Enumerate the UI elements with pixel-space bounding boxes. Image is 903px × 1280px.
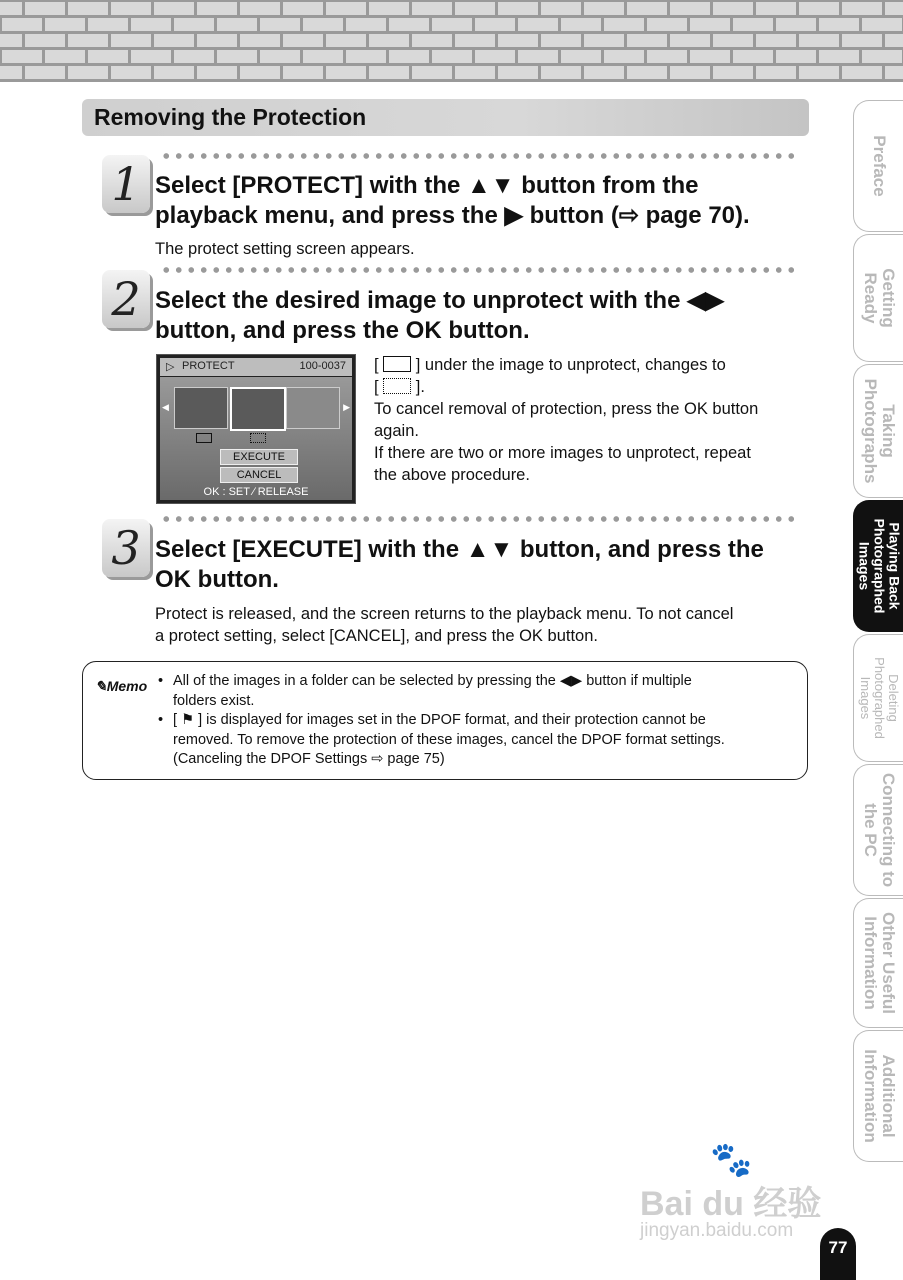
side-tab-taking-photographs[interactable]: Taking Photographs [853, 364, 903, 498]
step-number-1: 1 [102, 155, 150, 213]
left-arrow-icon: ◀ [162, 402, 169, 412]
dpof-icon: ⚑ [181, 712, 195, 728]
unprotect-key-icon [383, 378, 411, 394]
step-number-2: 2 [102, 270, 150, 328]
dotted-divider [160, 152, 800, 160]
step-3-heading: Select [EXECUTE] with the ▲▼ button, and press the OK button. [155, 536, 764, 593]
side-tab-preface[interactable]: Preface [853, 100, 903, 232]
right-arrow-icon: ▶ [343, 402, 350, 412]
protect-key-icon [383, 356, 411, 372]
memo-item: • All of the images in a folder can be selected by pressing the ◀▶ button if multiple folders exist. [158, 672, 798, 711]
side-tab-playing-back[interactable]: Playing Back Photographed Images [853, 500, 903, 632]
step-number-3: 3 [102, 519, 150, 577]
screen-title: PROTECT [182, 360, 235, 372]
side-tab-deleting[interactable]: Deleting Photographed Images [853, 634, 903, 762]
brick-header-decoration [0, 0, 903, 82]
screen-footer: OK : SET ∕ RELEASE [203, 486, 309, 498]
camera-protect-screen [156, 354, 356, 504]
screen-counter: 100-0037 [299, 360, 346, 372]
page-number: 77 [820, 1228, 856, 1280]
watermark [640, 1140, 850, 1245]
step-1-heading: Select [PROTECT] with the ▲▼ button from the playback menu, and press the ▶ button (⇨ page 70). [155, 172, 750, 229]
watermark-url: jingyan.baidu.com [640, 1220, 794, 1241]
step-1-body: The protect setting screen appears. [155, 240, 415, 258]
memo-item: • [ ⚑ ] is displayed for images set in the DPOF format, and their protection cannot be removed. To remove the protection of these images, cancel the DPOF format settings. (Canceling the DPOF Settings ⇨ page 75) [158, 711, 798, 770]
dotted-divider [160, 266, 800, 274]
side-tab-additional[interactable]: Additional Information [853, 1030, 903, 1162]
image-thumbnail [286, 387, 340, 429]
image-thumbnail [174, 387, 228, 429]
side-tab-getting-ready[interactable]: Getting Ready [853, 234, 903, 362]
side-tab-connecting[interactable]: Connecting to the PC [853, 764, 903, 896]
section-title: Removing the Protection [94, 104, 367, 130]
memo-box [82, 661, 808, 780]
execute-option: EXECUTE [220, 449, 298, 465]
step-2-heading: Select the desired image to unprotect with the ◀▶ button, and press the OK button. [155, 287, 725, 344]
cancel-option: CANCEL [220, 467, 298, 483]
unprotect-key-icon [250, 433, 266, 443]
dotted-divider [160, 515, 800, 523]
screen-body [160, 377, 352, 500]
side-tab-other-useful[interactable]: Other Useful Information [853, 898, 903, 1028]
paw-icon: 🐾 [710, 1141, 753, 1179]
memo-list [158, 672, 798, 770]
step-2-notes: [ ] under the image to unprotect, changes to [ ]. To cancel removal of protection, press the OK button again. If there are two or more images to unprotect, repeat the above procedure. [374, 356, 759, 484]
section-title-bar [82, 99, 809, 136]
step-3-body: Protect is released, and the screen returns to the playback menu. To not cancel a protect setting, select [CANCEL], and press the OK button. [155, 605, 734, 645]
memo-label: ✎Memo [95, 678, 148, 694]
protect-key-icon [196, 433, 212, 443]
playback-icon: ▷ [166, 361, 175, 373]
watermark-brand: Bai du 经验 [640, 1185, 822, 1223]
pencil-icon: ✎ [95, 678, 107, 694]
screen-title-bar [160, 358, 352, 376]
image-thumbnail-selected [230, 387, 286, 431]
